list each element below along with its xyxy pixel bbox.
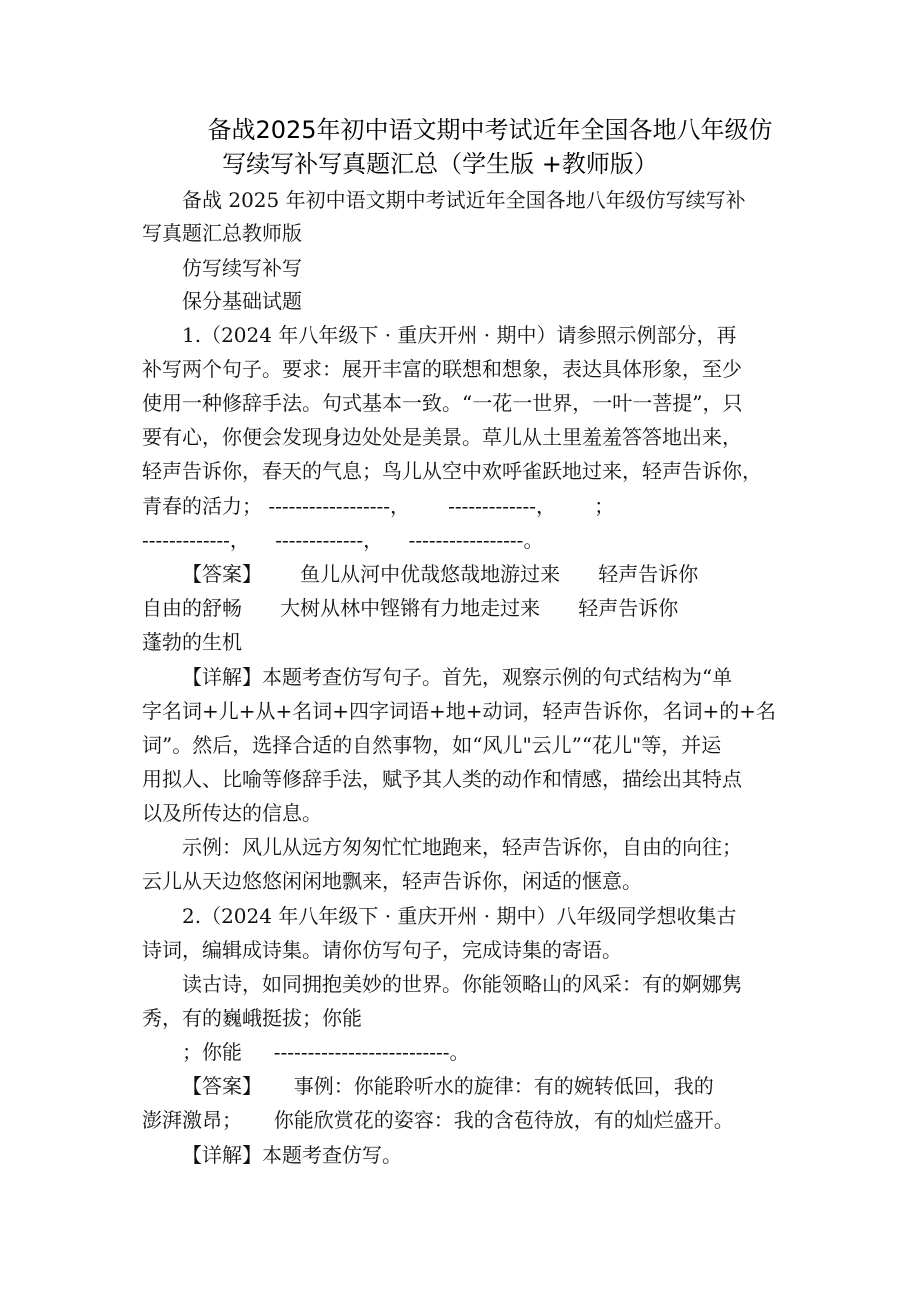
explanation-line: 【详解】本题考查仿写。 — [182, 1143, 402, 1167]
question-line: 读古诗，如同拥抱美妙的世界。你能领略山的风采：有的婀娜隽 — [182, 972, 742, 996]
question-line: 补写两个句子。要求：展开丰富的联想和想象，表达具体形象，至少 — [142, 357, 742, 381]
example-line: 云儿从天边悠悠闲闲地飘来，轻声告诉你，闲适的惬意。 — [142, 869, 642, 893]
explanation-line: 以及所传达的信息。 — [142, 801, 322, 825]
question-line: 要有心，你便会发现身边处处是美景。草儿从土里羞羞答答地出来， — [142, 425, 742, 449]
answer-line: 蓬勃的生机 — [142, 630, 242, 654]
blank-line: -------------， -------------， -----------------。 — [142, 528, 544, 552]
answer-line: 【答案】 事例：你能聆听水的旋律：有的婉转低回，我的 — [182, 1074, 714, 1098]
question-line: 诗词，编辑成诗集。请你仿写句子，完成诗集的寄语。 — [142, 938, 622, 962]
document-title-line-2: 写续写补写真题汇总（学生版 +教师版） — [222, 150, 658, 178]
explanation-line: 字名词+儿+从+名词+四字词语+地+动词，轻声告诉你，名词+的+名 — [142, 699, 777, 723]
example-line: 示例：风儿从远方匆匆忙忙地跑来，轻声告诉你，自由的向往； — [182, 835, 742, 859]
question-line: 2.（2024 年八年级下 · 重庆开州 · 期中）八年级同学想收集古 — [182, 904, 737, 928]
explanation-line: 词”。然后，选择合适的自然事物，如“风儿"云儿”“花儿"等，并运 — [142, 733, 722, 757]
paragraph-line: 备战 2025 年初中语文期中考试近年全国各地八年级仿写续写补 — [182, 188, 746, 212]
question-line: 1.（2024 年八年级下 · 重庆开州 · 期中）请参照示例部分，再 — [182, 323, 737, 347]
document-title-line-1: 备战2025年初中语文期中考试近年全国各地八年级仿 — [207, 116, 773, 144]
answer-line: 澎湃激昂； 你能欣赏花的姿容：我的含苞待放，有的灿烂盛开。 — [142, 1108, 734, 1132]
explanation-line: 【详解】本题考查仿写句子。首先，观察示例的句式结构为“单 — [182, 665, 733, 689]
question-line: 轻声告诉你，春天的气息；鸟儿从空中欢呼雀跃地过来，轻声告诉你， — [142, 459, 762, 483]
blank-line: ；你能 --------------------------。 — [182, 1040, 470, 1064]
question-line: 使用一种修辞手法。句式基本一致。“一花一世界，一叶一菩提”，只 — [142, 391, 743, 415]
answer-line: 【答案】 鱼儿从河中优哉悠哉地游过来 轻声告诉你 — [182, 562, 699, 586]
answer-line: 自由的舒畅 大树从林中铿锵有力地走过来 轻声告诉你 — [142, 596, 679, 620]
explanation-line: 用拟人、比喻等修辞手法，赋予其人类的动作和情感，描绘出其特点 — [142, 767, 742, 791]
section-heading: 保分基础试题 — [182, 289, 302, 313]
question-line: 秀，有的巍峨挺拔；你能 — [142, 1006, 362, 1030]
section-heading: 仿写续写补写 — [182, 256, 302, 280]
blank-line: 青春的活力； ------------------， -------------， ； — [142, 494, 615, 518]
paragraph-line: 写真题汇总教师版 — [142, 221, 302, 245]
